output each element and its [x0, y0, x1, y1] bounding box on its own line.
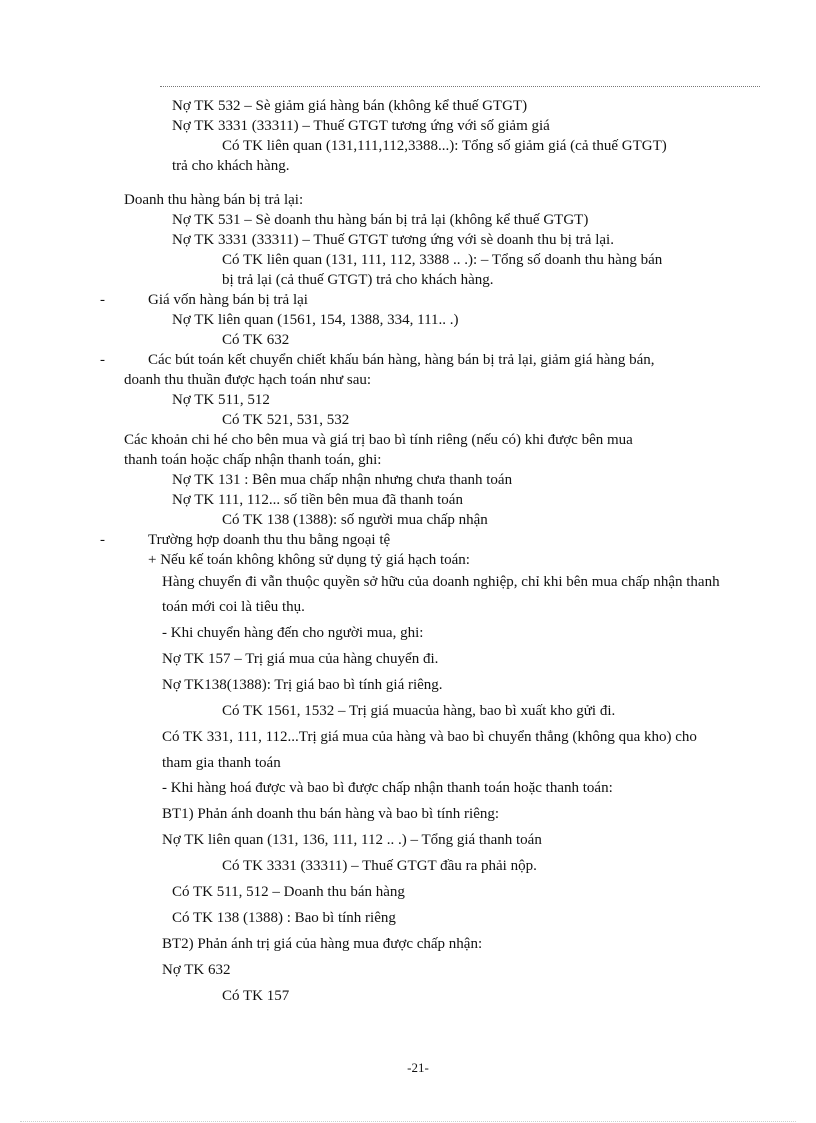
- text-line: bị trả lại (cả thuế GTGT) trả cho khách hàng.: [222, 272, 494, 288]
- list-dash: -: [100, 352, 105, 368]
- text-line: Có TK 521, 531, 532: [222, 412, 350, 428]
- header-rule: [160, 86, 760, 87]
- text-line: Hàng chuyển đi vẫn thuộc quyền sở hữu của doanh nghiệp, chỉ khi bên mua chấp nhận thanh: [162, 574, 720, 590]
- text-line: tham gia thanh toán: [162, 755, 281, 771]
- text-line: Nợ TK138(1388): Trị giá bao bì tính giá riêng.: [162, 677, 443, 693]
- text-line: Có TK 632: [222, 332, 290, 348]
- text-line: Nợ TK 511, 512: [172, 392, 270, 408]
- text-line: Nợ TK 157 – Trị giá mua của hàng chuyển đi.: [162, 651, 439, 667]
- text-line: Có TK 138 (1388) : Bao bì tính riêng: [172, 910, 396, 926]
- text-line: BT1) Phản ánh doanh thu bán hàng và bao bì tính riêng:: [162, 806, 500, 822]
- text-line: Các khoản chi hé cho bên mua và giá trị bao bì tính riêng (nếu có) khi được bên mua: [124, 432, 633, 448]
- text-line: Nợ TK liên quan (131, 136, 111, 112 .. .) – Tổng giá thanh toán: [162, 832, 542, 848]
- text-line: toán mới coi là tiêu thụ.: [162, 599, 305, 615]
- text-line: trả cho khách hàng.: [172, 158, 290, 174]
- text-line: Nợ TK liên quan (1561, 154, 1388, 334, 111.. .): [172, 312, 459, 328]
- text-line: Có TK liên quan (131, 111, 112, 3388 .. .): – Tổng số doanh thu hàng bán: [222, 252, 663, 268]
- list-item: Trường hợp doanh thu thu bằng ngoại tệ: [148, 532, 391, 548]
- text-line: Có TK liên quan (131,111,112,3388...): Tổng số giảm giá (cả thuế GTGT): [222, 138, 667, 154]
- text-line: Nợ TK 531 – Sè doanh thu hàng bán bị trả lại (không kể thuế GTGT): [172, 212, 589, 228]
- footer-rule: [20, 1121, 796, 1122]
- text-line: thanh toán hoặc chấp nhận thanh toán, ghi:: [124, 452, 382, 468]
- text-line: Nợ TK 131 : Bên mua chấp nhận nhưng chưa thanh toán: [172, 472, 513, 488]
- text-line: Nợ TK 111, 112... số tiền bên mua đã thanh toán: [172, 492, 463, 508]
- text-line: Có TK 331, 111, 112...Trị giá mua của hàng và bao bì chuyển thẳng (không qua kho) cho: [162, 729, 697, 745]
- text-line: Nợ TK 3331 (33311) – Thuế GTGT tương ứng với sè doanh thu bị trả lại.: [172, 232, 614, 248]
- text-line: Nợ TK 3331 (33311) – Thuế GTGT tương ứng với số giảm giá: [172, 118, 550, 134]
- text-line: doanh thu thuần được hạch toán như sau:: [124, 372, 372, 388]
- section-heading: Doanh thu hàng bán bị trả lại:: [124, 192, 304, 208]
- text-line: Nợ TK 532 – Sè giảm giá hàng bán (không kể thuế GTGT): [172, 98, 528, 114]
- text-line: Có TK 1561, 1532 – Trị giá muacủa hàng, bao bì xuất kho gửi đi.: [222, 703, 616, 719]
- text-line: BT2) Phản ánh trị giá của hàng mua được chấp nhận:: [162, 936, 483, 952]
- list-item: Các bút toán kết chuyển chiết khấu bán hàng, hàng bán bị trả lại, giảm giá hàng bán,: [148, 352, 655, 368]
- list-dash: -: [100, 532, 105, 548]
- text-line: Có TK 138 (1388): số người mua chấp nhận: [222, 512, 488, 528]
- text-line: - Khi chuyển hàng đến cho người mua, ghi:: [162, 625, 424, 641]
- text-line: Có TK 3331 (33311) – Thuế GTGT đầu ra phải nộp.: [222, 858, 537, 874]
- text-line: Nợ TK 632: [162, 962, 231, 978]
- text-line: + Nếu kế toán không không sử dụng tỷ giá hạch toán:: [148, 552, 470, 568]
- text-line: Có TK 511, 512 – Doanh thu bán hàng: [172, 884, 405, 900]
- list-dash: -: [100, 292, 105, 308]
- text-line: - Khi hàng hoá được và bao bì được chấp nhận thanh toán hoặc thanh toán:: [162, 780, 613, 796]
- text-line: Có TK 157: [222, 988, 290, 1004]
- page-number: -21-: [407, 1060, 429, 1075]
- list-item: Giá vốn hàng bán bị trả lại: [148, 292, 308, 308]
